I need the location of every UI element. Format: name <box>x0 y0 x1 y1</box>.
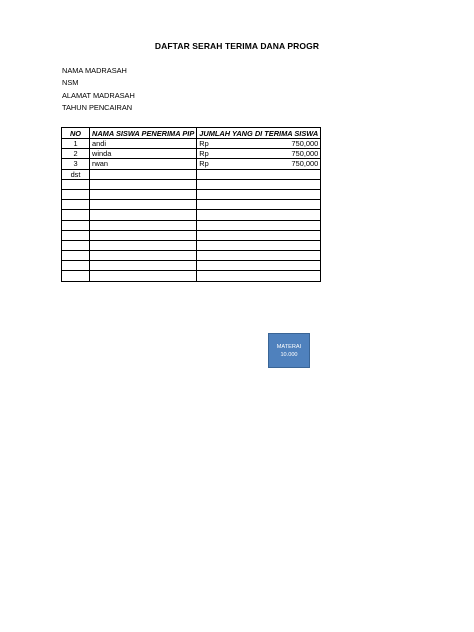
row-name: winda <box>90 149 197 159</box>
row-amount-cell <box>197 159 321 169</box>
row-amount: 750,000 <box>291 149 319 159</box>
header-jumlah: JUMLAH YANG DI TERIMA SISWA <box>197 128 321 139</box>
table-header-row <box>62 128 321 139</box>
empty-row <box>62 179 321 189</box>
empty-row <box>62 189 321 199</box>
empty-row <box>62 251 321 261</box>
field-nsm: NSM <box>62 78 79 88</box>
table-row <box>62 149 321 159</box>
row-name: andi <box>90 139 197 149</box>
table-row <box>62 139 321 149</box>
row-no: 1 <box>62 139 90 149</box>
field-tahun-pencairan: TAHUN PENCAIRAN <box>62 103 133 113</box>
empty-row <box>62 210 321 220</box>
row-amount-cell <box>197 139 321 149</box>
row-currency: Rp <box>199 159 209 169</box>
table-row-continuation <box>62 169 321 179</box>
document-title: DAFTAR SERAH TERIMA DANA PROGR <box>154 41 320 51</box>
empty-row <box>62 261 321 271</box>
row-currency: Rp <box>199 149 209 159</box>
row-dst: dst <box>62 169 90 179</box>
header-no: NO <box>62 128 90 139</box>
table-row <box>62 159 321 169</box>
empty-row <box>62 271 321 281</box>
materai-label: MATERAI <box>276 343 302 350</box>
row-amount: 750,000 <box>291 159 319 169</box>
row-amount-cell <box>197 149 321 159</box>
row-name: rwan <box>90 159 197 169</box>
empty-row <box>62 240 321 250</box>
row-no: 3 <box>62 159 90 169</box>
recipient-table <box>61 127 321 282</box>
field-nama-madrasah: NAMA MADRASAH <box>62 66 127 75</box>
empty-row <box>62 220 321 230</box>
header-nama-siswa: NAMA SISWA PENERIMA PIP <box>90 128 197 139</box>
empty-row <box>62 230 321 240</box>
row-amount: 750,000 <box>291 139 319 149</box>
row-currency: Rp <box>199 139 209 149</box>
field-alamat-madrasah: ALAMAT MADRASAH <box>62 90 135 100</box>
school-info <box>62 65 135 115</box>
row-no: 2 <box>62 149 90 159</box>
empty-row <box>62 200 321 210</box>
materai-stamp-box <box>268 333 310 368</box>
materai-value: 10.000 <box>280 351 298 358</box>
